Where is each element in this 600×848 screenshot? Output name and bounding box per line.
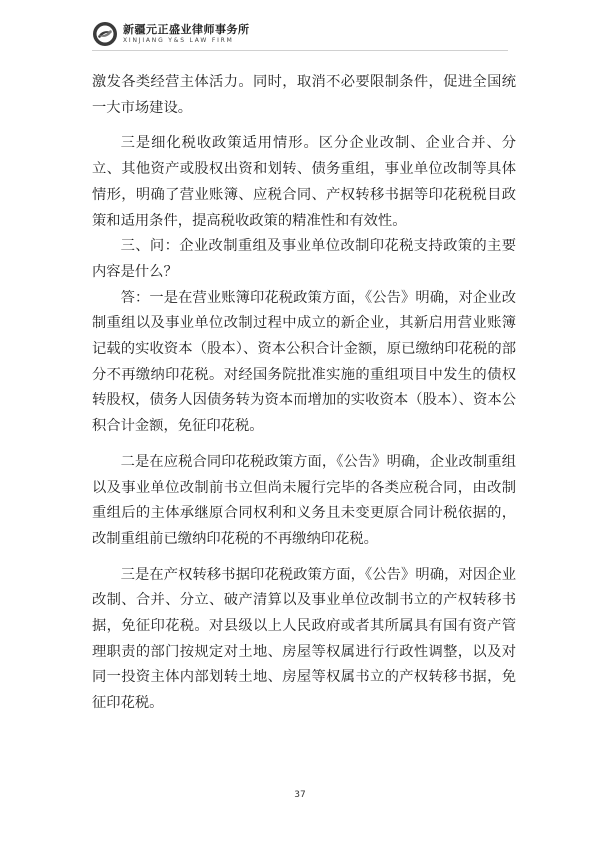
firm-name-english: XINJIANG Y&S LAW FIRM: [123, 37, 234, 44]
paragraph: 激发各类经营主体活力。同时，取消不必要限制条件，促进全国统一大市场建设。: [92, 74, 516, 116]
page-header: [92, 20, 512, 48]
paragraph: 二是在应税合同印花税政策方面，《公告》明确，企业改制重组以及事业单位改制前书立但尚未履行完毕的各类应税合同，由改制重组后的主体承继原合同权利和义务且未变更原合同计税依据的，改制重组前已缴纳印花税的不再缴纳印花税。: [92, 453, 516, 547]
header-divider: [92, 50, 508, 51]
firm-name-chinese: 新疆元正盛业律师事务所: [123, 23, 250, 36]
law-firm-logo-icon: [92, 21, 118, 47]
paragraph: 三是在产权转移书据印花税政策方面，《公告》明确，对因企业改制、合并、分立、破产清算以及事业单位改制书立的产权转移书据，免征印花税。对县级以上人民政府或者其所属具有国有资产管理职责的部门按规定对土地、房屋等权属进行行政性调整，以及对同一投资主体内部划转土地、房屋等权属书立的产权转移书据，免征印花税。: [92, 566, 516, 712]
document-body: [92, 70, 516, 717]
paragraph: 三是细化税收政策适用情形。区分企业改制、企业合并、分立、其他资产或股权出资和划转、债务重组，事业单位改制等具体情形，明确了营业账簿、应税合同、产权转移书据等印花税税目政策和适用条件，提高税收政策的精准性和有效性。: [92, 135, 516, 229]
paragraph: 答：一是在营业账簿印花税政策方面，《公告》明确，对企业改制重组以及事业单位改制过程中成立的新企业，其新启用营业账簿记载的实收资本（股本）、资本公积合计金额，原已缴纳印花税的部分不再缴纳印花税。对经国务院批准实施的重组项目中发生的债权转股权，债务人因债务转为资本而增加的实收资本（股本）、资本公积合计金额，免征印花税。: [92, 289, 516, 435]
page-number: 37: [294, 790, 306, 800]
section-question: 三、问：企业改制重组及事业单位改制印花税支持政策的主要内容是什么？: [92, 238, 516, 280]
